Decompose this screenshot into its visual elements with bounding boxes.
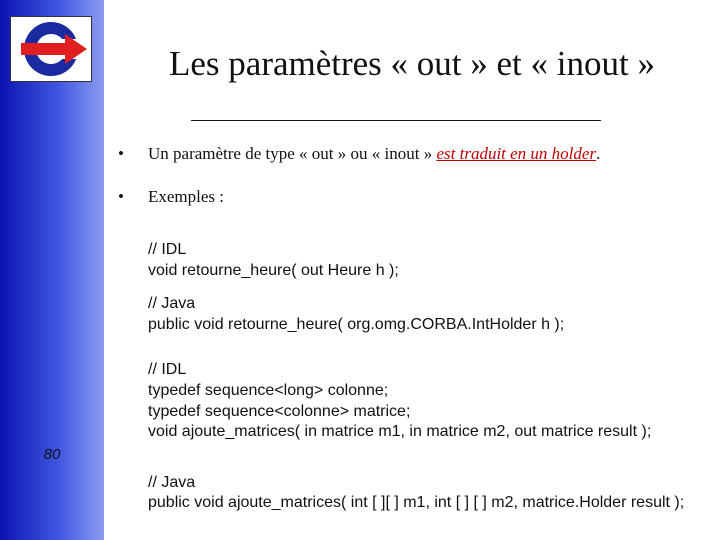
bullet-emphasis: est traduit en un holder xyxy=(436,144,597,163)
page-number: 80 xyxy=(43,446,61,463)
bullet-text: Un paramètre de type « out » ou « inout » xyxy=(148,144,437,163)
code-line: typedef sequence<colonne> matrice; xyxy=(148,403,411,420)
code-line: // IDL xyxy=(148,241,187,258)
code-line: public void retourne_heure( org.omg.CORBA.IntHolder h ); xyxy=(148,316,565,333)
bullet-text: Exemples : xyxy=(148,187,225,206)
sidebar xyxy=(0,0,104,540)
bullet-holder xyxy=(118,144,600,164)
code-line: typedef sequence<long> colonne; xyxy=(148,382,389,399)
bullet-examples xyxy=(118,187,224,207)
code-line: // Java xyxy=(148,295,196,312)
code-line: // IDL xyxy=(148,361,187,378)
code-line: // Java xyxy=(148,474,196,491)
slide-title: Les paramètres « out » et « inout » xyxy=(169,44,655,83)
code-line: void retourne_heure( out Heure h ); xyxy=(148,262,399,279)
code-line: public void ajoute_matrices( int [ ][ ] m1, int [ ] [ ] m2, matrice.Holder result ); xyxy=(148,494,685,511)
c-arrow-logo-icon xyxy=(10,16,92,82)
code-block-idl-1 xyxy=(148,239,708,281)
code-block-idl-2 xyxy=(148,359,668,440)
title-underline xyxy=(191,120,601,121)
bullet-marker: • xyxy=(118,187,124,206)
code-block-java-2 xyxy=(148,472,693,511)
bullet-text-end: . xyxy=(596,144,601,163)
code-block-java-1 xyxy=(148,293,708,335)
bullet-marker: • xyxy=(118,144,124,163)
code-line: void ajoute_matrices( in matrice m1, in matrice m2, out matrice result ); xyxy=(148,423,652,440)
